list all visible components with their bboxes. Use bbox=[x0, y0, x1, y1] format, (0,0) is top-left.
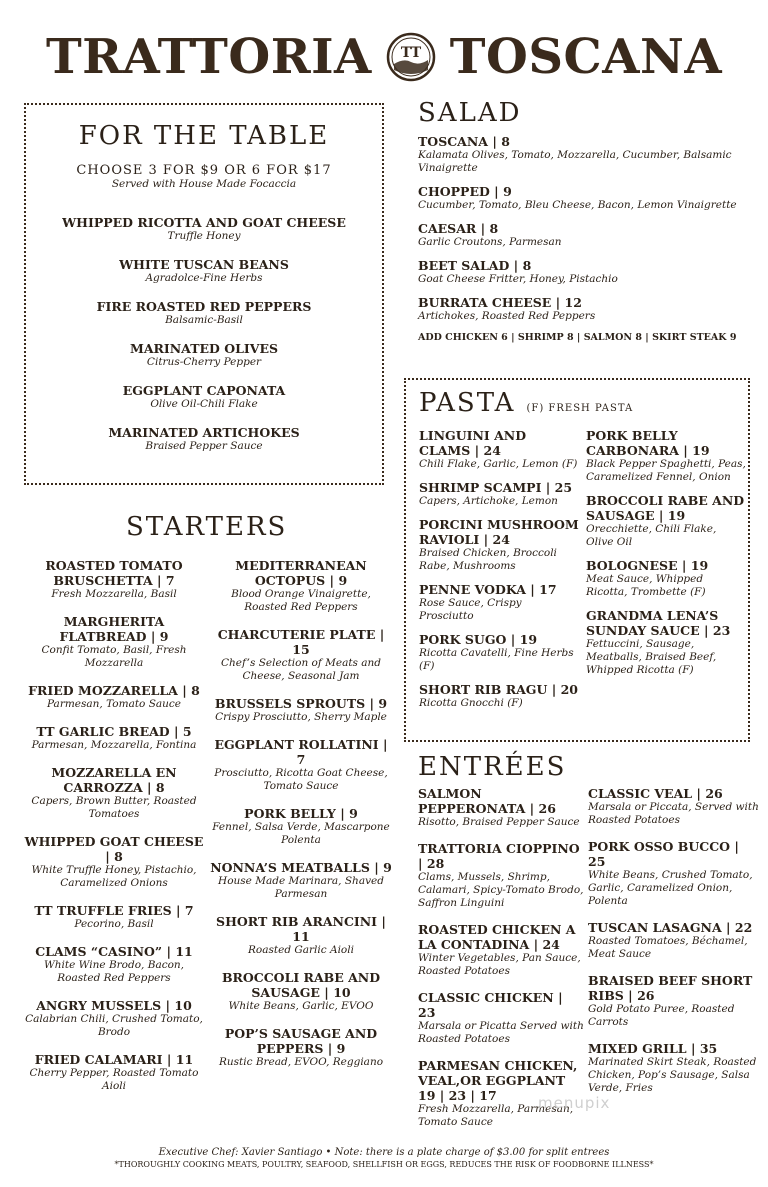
menu-item bbox=[22, 998, 206, 1039]
menu-item-description: Prosciutto, Ricotta Goat Cheese, Tomato Sauce bbox=[214, 767, 388, 792]
menu-item-description: Pecorino, Basil bbox=[74, 918, 154, 930]
menu-item bbox=[22, 903, 206, 931]
menu-item-name: POP’S SAUSAGE AND PEPPERS | 9 bbox=[224, 1026, 378, 1056]
entrees-right-column bbox=[588, 786, 760, 1107]
menu-item-description: Winter Vegetables, Pan Sauce, Roasted Potatoes bbox=[418, 952, 581, 977]
menu-item-description: House Made Marinara, Shaved Parmesan bbox=[218, 875, 384, 900]
menu-item-name: CHARCUTERIE PLATE | 15 bbox=[217, 627, 385, 657]
menu-item bbox=[208, 627, 394, 683]
menu-item bbox=[26, 425, 382, 453]
menu-item-description: Fresh Mozzarella, Parmesan, Tomato Sauce bbox=[418, 1103, 574, 1128]
menu-item-description: Balsamic-Basil bbox=[165, 314, 243, 326]
menu-item-name: PORK BELLY CARBONARA | 19 bbox=[586, 428, 710, 458]
menu-item-name: CLASSIC CHICKEN | 23 bbox=[418, 990, 563, 1020]
menu-item bbox=[588, 973, 760, 1029]
menu-item bbox=[26, 299, 382, 327]
footer-chef-note: Executive Chef: Xavier Santiago • Note: there is a plate charge of $3.00 for split entrees bbox=[158, 1147, 610, 1158]
menu-item bbox=[588, 786, 760, 827]
menu-item bbox=[419, 517, 579, 573]
salad-title: SALAD bbox=[418, 98, 522, 128]
for-the-table-list bbox=[26, 215, 382, 453]
menu-item-description: Parmesan, Tomato Sauce bbox=[46, 698, 182, 710]
menu-item bbox=[418, 258, 748, 286]
menu-item bbox=[586, 608, 746, 677]
menu-item bbox=[586, 493, 746, 549]
menu-item bbox=[418, 134, 748, 175]
menu-item-description: Calabrian Chili, Crushed Tomato, Brodo bbox=[25, 1013, 203, 1038]
menu-item-name: MIXED GRILL | 35 bbox=[588, 1041, 718, 1056]
menu-item-name: FRIED MOZZARELLA | 8 bbox=[28, 683, 200, 698]
menu-item-description: Goat Cheese Fritter, Honey, Pistachio bbox=[418, 273, 618, 285]
menu-item bbox=[419, 428, 579, 471]
salad-section bbox=[418, 98, 748, 343]
menu-item-description: Capers, Artichoke, Lemon bbox=[419, 495, 558, 507]
menu-item-description: Parmesan, Mozzarella, Fontina bbox=[31, 739, 197, 751]
menu-item-description: White Beans, Garlic, EVOO bbox=[228, 1000, 374, 1012]
menu-item-description: Ricotta Gnocchi (F) bbox=[419, 697, 523, 709]
menu-item-description: Rustic Bread, EVOO, Reggiano bbox=[218, 1056, 384, 1068]
watermark: menupix bbox=[538, 1094, 611, 1112]
for-the-table-served: Served with House Made Focaccia bbox=[111, 178, 297, 190]
menu-item bbox=[586, 428, 746, 484]
menu-item bbox=[22, 614, 206, 670]
menu-item-name: WHITE TUSCAN BEANS bbox=[119, 257, 289, 272]
menu-item-name: ANGRY MUSSELS | 10 bbox=[36, 998, 192, 1013]
menu-item-name: LINGUINI AND CLAMS | 24 bbox=[419, 428, 527, 458]
menu-item bbox=[418, 184, 748, 212]
pasta-box bbox=[404, 378, 750, 742]
menu-item-name: TT GARLIC BREAD | 5 bbox=[36, 724, 192, 739]
menu-item bbox=[22, 834, 206, 890]
menu-item-description: Fettuccini, Sausage, Meatballs, Braised Beef, Whipped Ricotta (F) bbox=[586, 638, 717, 676]
menu-item-description: White Beans, Crushed Tomato, Garlic, Caramelized Onion, Polenta bbox=[588, 869, 753, 907]
menu-item-description: White Wine Brodo, Bacon, Roasted Red Peppers bbox=[43, 959, 185, 984]
menu-item-name: PARMESAN CHICKEN, VEAL,OR EGGPLANT 19 | 23 | 17 bbox=[418, 1058, 578, 1103]
menu-item-description: Rose Sauce, Crispy Prosciutto bbox=[419, 597, 522, 622]
entrees-title: ENTRÉES bbox=[418, 752, 567, 782]
menu-item-description: Gold Potato Puree, Roasted Carrots bbox=[588, 1003, 735, 1028]
restaurant-logo bbox=[386, 32, 436, 82]
restaurant-title bbox=[0, 22, 768, 92]
menu-item-name: TOSCANA | 8 bbox=[418, 134, 510, 149]
menu-item-description: Chef’s Selection of Meats and Cheese, Seasonal Jam bbox=[220, 657, 382, 682]
menu-item-name: GRANDMA LENA’S SUNDAY SAUCE | 23 bbox=[586, 608, 731, 638]
menu-item-description: Chili Flake, Garlic, Lemon (F) bbox=[419, 458, 578, 470]
menu-item-description: Capers, Brown Butter, Roasted Tomatoes bbox=[31, 795, 197, 820]
menu-item-name: CHOPPED | 9 bbox=[418, 184, 512, 199]
menu-item-description: Marinated Skirt Steak, Roasted Chicken, Pop’s Sausage, Salsa Verde, Fries bbox=[588, 1056, 757, 1094]
menu-item-name: PENNE VODKA | 17 bbox=[419, 582, 557, 597]
starters-right-column bbox=[208, 558, 394, 1082]
for-the-table-choose: CHOOSE 3 FOR $9 OR 6 FOR $17 bbox=[76, 163, 332, 178]
menu-item bbox=[26, 341, 382, 369]
menu-item bbox=[208, 1026, 394, 1069]
menu-item-description: Braised Chicken, Broccoli Rabe, Mushrooms bbox=[419, 547, 557, 572]
pasta-right-column bbox=[586, 428, 746, 686]
menu-item-name: WHIPPED RICOTTA AND GOAT CHEESE bbox=[62, 215, 346, 230]
menu-item-name: CAESAR | 8 bbox=[418, 221, 499, 236]
menu-item-description: Roasted Tomatoes, Béchamel, Meat Sauce bbox=[588, 935, 748, 960]
pasta-title: PASTA bbox=[419, 388, 516, 418]
menu-item-name: PORK BELLY | 9 bbox=[244, 806, 358, 821]
menu-item-description: Olive Oil-Chili Flake bbox=[150, 398, 258, 410]
menu-item-name: BOLOGNESE | 19 bbox=[586, 558, 709, 573]
menu-item-name: SALMON PEPPERONATA | 26 bbox=[418, 786, 556, 816]
menu-item bbox=[22, 944, 206, 985]
menu-item-name: SHORT RIB RAGU | 20 bbox=[419, 682, 579, 697]
menu-item-name: EGGPLANT ROLLATINI | 7 bbox=[214, 737, 388, 767]
menu-item bbox=[588, 920, 760, 961]
menu-item-name: NONNA’S MEATBALLS | 9 bbox=[210, 860, 392, 875]
menu-item-name: EGGPLANT CAPONATA bbox=[122, 383, 286, 398]
menu-item-name: ROASTED CHICKEN A LA CONTADINA | 24 bbox=[418, 922, 576, 952]
menu-item bbox=[22, 683, 206, 711]
menu-item-description: Fennel, Salsa Verde, Mascarpone Polenta bbox=[212, 821, 390, 846]
menu-item-description: Orecchiette, Chili Flake, Olive Oil bbox=[586, 523, 717, 548]
menu-item-name: PORK SUGO | 19 bbox=[419, 632, 538, 647]
menu-item-description: Meat Sauce, Whipped Ricotta, Trombette (F) bbox=[586, 573, 706, 598]
menu-item-description: Fresh Mozzarella, Basil bbox=[51, 588, 177, 600]
menu-item bbox=[208, 696, 394, 724]
menu-item bbox=[22, 724, 206, 752]
menu-item bbox=[208, 970, 394, 1013]
menu-item-name: ROASTED TOMATO BRUSCHETTA | 7 bbox=[45, 558, 183, 588]
menu-item-name: BRUSSELS SPROUTS | 9 bbox=[214, 696, 388, 711]
menu-item-description: Risotto, Braised Pepper Sauce bbox=[418, 816, 580, 828]
menu-item bbox=[208, 914, 394, 957]
menu-item bbox=[418, 841, 584, 910]
title-right: TOSCANA bbox=[449, 29, 723, 85]
menu-item bbox=[208, 806, 394, 847]
menu-item bbox=[22, 1052, 206, 1093]
menu-item-description: Garlic Croutons, Parmesan bbox=[418, 236, 562, 248]
logo-monogram: TT bbox=[400, 45, 421, 61]
menu-item bbox=[22, 558, 206, 601]
menu-item-name: BRAISED BEEF SHORT RIBS | 26 bbox=[588, 973, 753, 1003]
menu-item-description: Crispy Prosciutto, Sherry Maple bbox=[215, 711, 387, 723]
menu-item-description: Marsala or Piccata, Served with Roasted Potatoes bbox=[588, 801, 759, 826]
menu-item bbox=[22, 765, 206, 821]
menu-item bbox=[26, 215, 382, 243]
menu-item-name: MOZZARELLA EN CARROZZA | 8 bbox=[51, 765, 177, 795]
menu-item-description: Cherry Pepper, Roasted Tomato Aioli bbox=[29, 1067, 199, 1092]
menu-item-description: Roasted Garlic Aioli bbox=[248, 944, 354, 956]
title-left: TRATTORIA bbox=[45, 29, 372, 85]
menu-item bbox=[208, 737, 394, 793]
menu-item bbox=[419, 682, 579, 710]
for-the-table-title: FOR THE TABLE bbox=[78, 121, 330, 151]
menu-item-name: TUSCAN LASAGNA | 22 bbox=[588, 920, 753, 935]
menu-item bbox=[418, 990, 584, 1046]
menu-item bbox=[208, 860, 394, 901]
menu-item-name: WHIPPED GOAT CHEESE | 8 bbox=[24, 834, 204, 864]
menu-item-name: CLASSIC VEAL | 26 bbox=[588, 786, 723, 801]
footer-warning: *THOROUGHLY COOKING MEATS, POULTRY, SEAFOOD, SHELLFISH OR EGGS, REDUCES THE RISK OF FOODBORNE ILLNESS* bbox=[114, 1160, 654, 1169]
menu-item-description: Marsala or Picatta Served with Roasted Potatoes bbox=[418, 1020, 584, 1045]
menu-item-description: Kalamata Olives, Tomato, Mozzarella, Cucumber, Balsamic Vinaigrette bbox=[418, 149, 732, 174]
menu-item-name: PORCINI MUSHROOM RAVIOLI | 24 bbox=[419, 517, 579, 547]
menu-item-description: Blood Orange Vinaigrette, Roasted Red Peppers bbox=[231, 588, 371, 613]
pasta-left-column bbox=[419, 428, 579, 719]
menu-item-description: White Truffle Honey, Pistachio, Caramelized Onions bbox=[31, 864, 197, 889]
menu-item-description: Agradolce-Fine Herbs bbox=[145, 272, 263, 284]
menu-item bbox=[208, 558, 394, 614]
menu-item bbox=[419, 632, 579, 673]
menu-item bbox=[418, 786, 584, 829]
pasta-header bbox=[419, 388, 633, 418]
menu-item-description: Ricotta Cavatelli, Fine Herbs (F) bbox=[419, 647, 574, 672]
menu-item bbox=[588, 839, 760, 908]
menu-item-name: BROCCOLI RABE AND SAUSAGE | 19 bbox=[586, 493, 745, 523]
menu-item-name: TRATTORIA CIOPPINO | 28 bbox=[418, 841, 580, 871]
menu-item-name: SHORT RIB ARANCINI | 11 bbox=[216, 914, 386, 944]
menu-item bbox=[418, 922, 584, 978]
menu-item-description: Clams, Mussels, Shrimp, Calamari, Spicy-Tomato Brodo, Saffron Linguini bbox=[418, 871, 584, 909]
menu-item-name: SHRIMP SCAMPI | 25 bbox=[419, 480, 573, 495]
menu-item-description: Black Pepper Spaghetti, Peas, Caramelized Fennel, Onion bbox=[586, 458, 746, 483]
menu-item-name: MARINATED OLIVES bbox=[129, 341, 278, 356]
menu-item-name: MEDITERRANEAN OCTOPUS | 9 bbox=[235, 558, 367, 588]
menu-item-name: CLAMS “CASINO” | 11 bbox=[35, 944, 193, 959]
menu-item-name: MARGHERITA FLATBREAD | 9 bbox=[59, 614, 169, 644]
entrees-left-column bbox=[418, 786, 584, 1141]
salad-add-on: ADD CHICKEN 6 | SHRIMP 8 | SALMON 8 | SKIRT STEAK 9 bbox=[418, 332, 737, 343]
salad-list bbox=[418, 134, 748, 323]
pasta-subtitle: (F) FRESH PASTA bbox=[526, 403, 634, 414]
menu-item bbox=[588, 1041, 760, 1095]
starters-left-column bbox=[22, 558, 206, 1106]
menu-item-description: Truffle Honey bbox=[167, 230, 241, 242]
menu-item-description: Artichokes, Roasted Red Peppers bbox=[418, 310, 596, 322]
menu-item-name: FIRE ROASTED RED PEPPERS bbox=[96, 299, 312, 314]
menu-item-name: FRIED CALAMARI | 11 bbox=[34, 1052, 194, 1067]
menu-item bbox=[418, 221, 748, 249]
menu-item bbox=[419, 480, 579, 508]
menu-item-name: BURRATA CHEESE | 12 bbox=[418, 295, 582, 310]
menu-item-name: MARINATED ARTICHOKES bbox=[108, 425, 300, 440]
starters-title: STARTERS bbox=[126, 512, 288, 542]
menu-item-name: PORK OSSO BUCCO | 25 bbox=[588, 839, 739, 869]
menu-item bbox=[586, 558, 746, 599]
for-the-table-box bbox=[24, 103, 384, 485]
menu-item bbox=[419, 582, 579, 623]
menu-item-description: Confit Tomato, Basil, Fresh Mozzarella bbox=[41, 644, 187, 669]
menu-item-description: Braised Pepper Sauce bbox=[145, 440, 263, 452]
menu-item-name: BEET SALAD | 8 bbox=[418, 258, 532, 273]
menu-item bbox=[26, 383, 382, 411]
menu-item bbox=[418, 295, 748, 323]
menu-item-name: TT TRUFFLE FRIES | 7 bbox=[34, 903, 194, 918]
menu-item-description: Cucumber, Tomato, Bleu Cheese, Bacon, Lemon Vinaigrette bbox=[418, 199, 737, 211]
menu-item-description: Citrus-Cherry Pepper bbox=[146, 356, 262, 368]
menu-item-name: BROCCOLI RABE AND SAUSAGE | 10 bbox=[221, 970, 381, 1000]
menu-item bbox=[26, 257, 382, 285]
